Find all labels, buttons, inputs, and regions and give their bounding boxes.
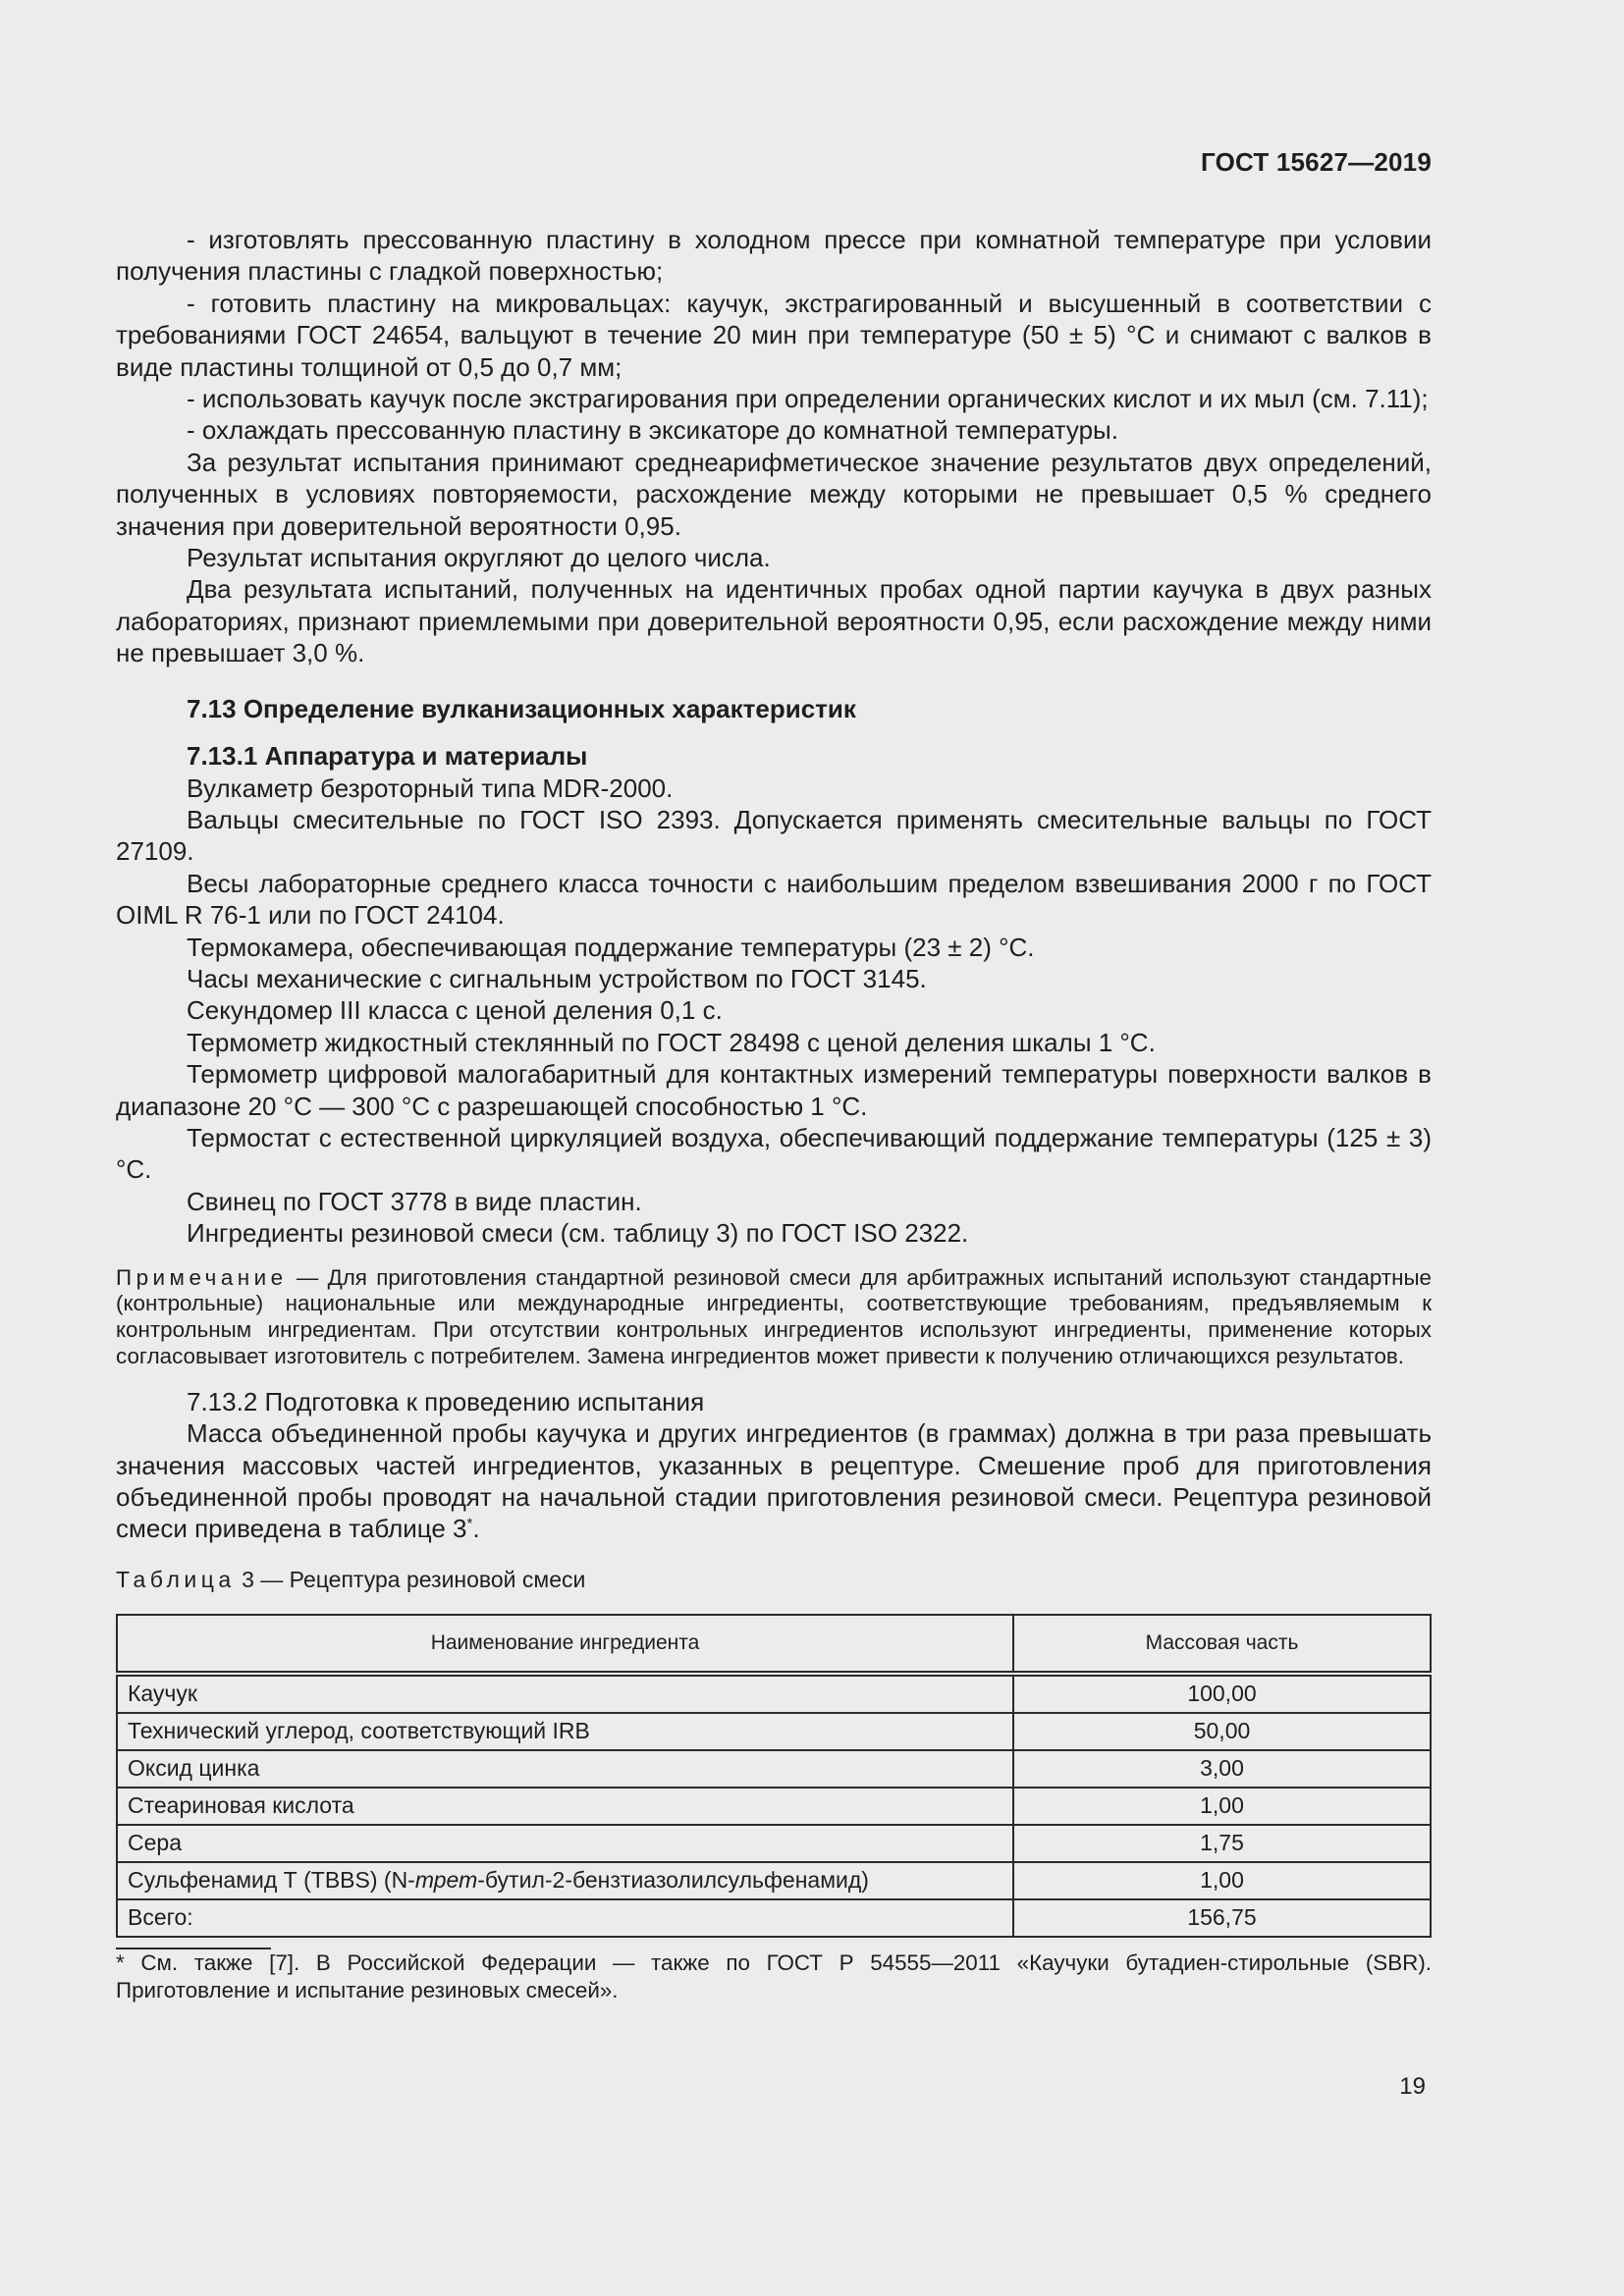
table-header-row: [117, 1615, 1431, 1674]
table-row: [117, 1862, 1431, 1899]
paragraph: - использовать каучук после экстрагирования при определении органических кислот и их мыл (см. 7.11);: [187, 384, 1429, 414]
paragraph-end: .: [472, 1514, 480, 1544]
list-item: Часы механические с сигнальным устройством по ГОСТ 3145.: [187, 963, 927, 993]
ingredient-name: Каучук: [117, 1674, 1013, 1713]
table-row: [117, 1713, 1431, 1750]
recipe-table: [116, 1614, 1432, 1938]
list-item: Вулкаметр безроторный типа MDR-2000.: [187, 773, 674, 803]
ingredient-name: Стеариновая кислота: [117, 1788, 1013, 1825]
ingredient-value: 3,00: [1013, 1750, 1431, 1788]
list-item: Весы лабораторные среднего класса точности с наибольшим пределом взвешивания 2000 г по ГОСТ OIML R 76-1 или по ГОСТ 24104.: [116, 868, 1432, 931]
paragraph: - охлаждать прессованную пластину в эксикаторе до комнатной температуры.: [187, 415, 1118, 446]
section-heading: 7.13 Определение вулканизационных характеристик: [187, 693, 856, 723]
paragraph: - готовить пластину на микровальцах: каучук, экстрагированный и высушенный в соответствии с требованиями ГОСТ 24654, вальцуют в течение 20 мин при температуре (50 ± 5) °С и снимают с валков в виде пластины толщиной от 0,5 до 0,7 мм;: [116, 288, 1432, 382]
ingredient-value: 1,00: [1013, 1788, 1431, 1825]
list-item: Вальцы смесительные по ГОСТ ISO 2393. Допускается применять смесительные вальцы по ГОСТ 27109.: [116, 804, 1432, 867]
ingredient-name: Оксид цинка: [117, 1750, 1013, 1788]
ingredient-value: 100,00: [1013, 1674, 1431, 1713]
table-row: [117, 1750, 1431, 1788]
table-caption-title: 3 — Рецептура резиновой смеси: [235, 1566, 586, 1592]
paragraph: [116, 1417, 1432, 1545]
total-value: 156,75: [1013, 1899, 1431, 1937]
document-body: [116, 224, 1432, 2005]
table-caption-label: Таблица: [116, 1566, 236, 1592]
column-header: Массовая часть: [1013, 1615, 1431, 1674]
document-header: ГОСТ 15627—2019: [1201, 147, 1432, 177]
ingredient-value: 1,00: [1013, 1862, 1431, 1899]
paragraph: Два результата испытаний, полученных на идентичных пробах одной партии каучука в двух разных лабораториях, признают приемлемыми при доверительной вероятности 0,95, если расхождение между ними не превышает 3,0 %.: [116, 574, 1432, 668]
ingredient-name: [117, 1862, 1013, 1899]
list-item: Термокамера, обеспечивающая поддержание температуры (23 ± 2) °С.: [187, 932, 1035, 962]
note-block: [116, 1265, 1432, 1370]
paragraph: За результат испытания принимают среднеарифметическое значение результатов двух определений, полученных в условиях повторяемости, расхождение между которыми не превышает 0,5 % среднего значения при доверительной вероятности 0,95.: [116, 447, 1432, 541]
footnote-text: * См. также [7]. В Российской Федерации — также по ГОСТ Р 54555—2011 «Каучуки бутадиен-стирольные (SBR). Приготовление и испытание резиновых смесей».: [116, 1949, 1432, 2003]
ingredient-name: Сера: [117, 1825, 1013, 1862]
ingredient-name-italic: трет: [414, 1867, 478, 1894]
subsection-heading: 7.13.2 Подготовка к проведению испытания: [187, 1386, 705, 1416]
table-total-row: [117, 1899, 1431, 1937]
list-item: Термометр жидкостный стеклянный по ГОСТ 28498 с ценой деления шкалы 1 °С.: [187, 1027, 1156, 1057]
note-paragraph: [116, 1265, 1432, 1370]
table-caption: [116, 1565, 1432, 1594]
ingredient-value: 50,00: [1013, 1713, 1431, 1750]
list-item: Термометр цифровой малогабаритный для контактных измерений температуры поверхности валков в диапазоне 20 °С — 300 °С с разрешающей способностью 1 °С.: [116, 1059, 1432, 1121]
list-item: Свинец по ГОСТ 3778 в виде пластин.: [187, 1186, 642, 1216]
footnote: [116, 1949, 1432, 2005]
list-item: Ингредиенты резиновой смеси (см. таблицу 3) по ГОСТ ISO 2322.: [187, 1218, 969, 1249]
paragraph: - изготовлять прессованную пластину в холодном прессе при комнатной температуре при условии получения пластины с гладкой поверхностью;: [116, 225, 1432, 287]
subsection-heading: 7.13.1 Аппаратура и материалы: [187, 741, 588, 772]
table-row: [117, 1674, 1431, 1713]
page-number: 19: [1399, 2073, 1426, 2100]
ingredient-name-part: Сульфенамид Т (TBBS) (N-: [128, 1867, 415, 1894]
list-item: Секундомер III класса с ценой деления 0,1 с.: [187, 995, 723, 1026]
footnote-mark: *: [466, 1515, 473, 1532]
paragraph: Результат испытания округляют до целого числа.: [187, 543, 771, 573]
paragraph-text: Масса объединенной пробы каучука и других ингредиентов (в граммах) должна в три раза превышать значения массовых частей ингредиентов, указанных в рецептуре. Смешение проб для приготовления объединенной пробы проводят на начальной стадии приготовления резиновой смеси. Рецептура резиновой смеси приведена в таблице 3: [116, 1418, 1432, 1544]
ingredient-name: Технический углерод, соответствующий IRB: [117, 1713, 1013, 1750]
table-row: [117, 1825, 1431, 1862]
note-label: Примечание: [116, 1264, 288, 1290]
column-header: Наименование ингредиента: [117, 1615, 1013, 1674]
table-row: [117, 1788, 1431, 1825]
ingredient-name-part: -бутил-2-бензтиазолилсульфенамид): [477, 1867, 869, 1894]
note-text: — Для приготовления стандартной резиновой смеси для арбитражных испытаний используют стандартные (контрольные) национальные или международные ингредиенты, соответствующие требованиям, предъявляемым к контрольным ингредиентам. При отсутствии контрольных ингредиентов используют ингредиенты, применение которых согласовывает изготовитель с потребителем. Замена ингредиентов может привести к получению отличающихся результатов.: [116, 1264, 1432, 1368]
total-label: Всего:: [117, 1899, 1013, 1937]
ingredient-value: 1,75: [1013, 1825, 1431, 1862]
list-item: Термостат с естественной циркуляцией воздуха, обеспечивающий поддержание температуры (125 ± 3) °С.: [116, 1122, 1432, 1185]
